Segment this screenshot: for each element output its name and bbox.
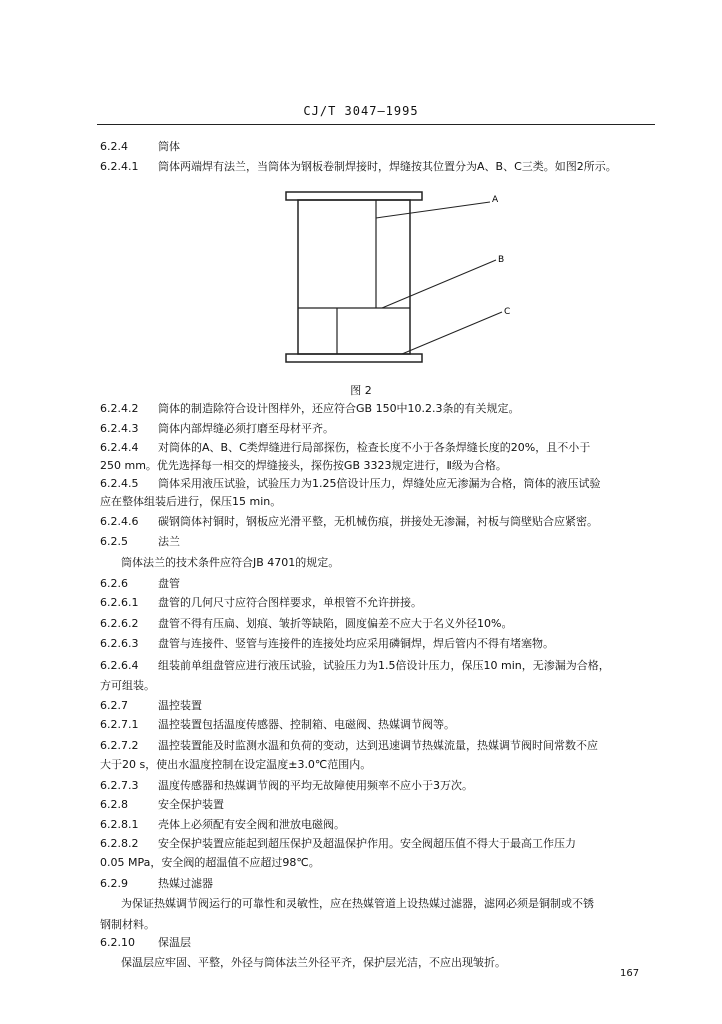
section-text: 碳钢筒体衬铜时，钢板应光滑平整，无机械伤痕，拼接处无渗漏，衬板与筒壁贴合应紧密。 bbox=[158, 515, 598, 528]
section-number: 6.2.6.2 bbox=[100, 617, 139, 630]
label-c: C bbox=[504, 307, 511, 317]
section-line bbox=[100, 577, 180, 591]
section-text: 筒体内部焊缝必须打磨至母材平齐。 bbox=[158, 422, 334, 435]
section-number: 6.2.6.3 bbox=[100, 637, 139, 650]
page-number: 167 bbox=[620, 968, 640, 979]
section-number: 6.2.4.5 bbox=[100, 477, 139, 490]
section-text: 热媒过滤器 bbox=[158, 877, 213, 890]
section-text: 对筒体的A、B、C类焊缝进行局部探伤，检查长度不小于各条焊缝长度的20%，且不小于 bbox=[158, 441, 591, 454]
shell-body bbox=[298, 200, 410, 354]
section-number: 6.2.4.6 bbox=[100, 515, 139, 528]
section-line bbox=[100, 877, 213, 891]
section-line bbox=[100, 402, 520, 416]
section-line bbox=[100, 477, 601, 491]
section-text: 保温层 bbox=[158, 936, 191, 949]
section-line bbox=[100, 918, 155, 932]
leader-b bbox=[382, 260, 496, 308]
section-text: 温度传感器和热媒调节阀的平均无故障使用频率不应小于3万次。 bbox=[158, 779, 473, 792]
section-number: 6.2.9 bbox=[100, 877, 128, 890]
section-text: 筒体两端焊有法兰，当筒体为钢板卷制焊接时，焊缝按其位置分为A、B、C三类。如图2所示。 bbox=[158, 160, 617, 173]
section-text: 温控装置包括温度传感器、控制箱、电磁阀、热媒调节阀等。 bbox=[158, 718, 455, 731]
section-line bbox=[100, 699, 202, 713]
section-text: 筒体采用液压试验，试验压力为1.25倍设计压力，焊缝处应无渗漏为合格，筒体的液压试验 bbox=[158, 477, 601, 490]
weld-seam-diagram bbox=[282, 188, 522, 388]
section-text: 盘管不得有压扁、划痕、皱折等缺陷，圆度偏差不应大于名义外径10%。 bbox=[158, 617, 513, 630]
section-line bbox=[121, 956, 506, 970]
section-text: 应在整体组装后进行，保压15 min。 bbox=[100, 495, 282, 508]
section-line bbox=[100, 936, 191, 950]
section-text: 钢制材料。 bbox=[100, 918, 155, 931]
section-line bbox=[100, 637, 554, 651]
header-rule bbox=[97, 124, 655, 125]
section-number: 6.2.4.1 bbox=[100, 160, 139, 173]
section-number: 6.2.8.1 bbox=[100, 818, 139, 831]
section-text: 法兰 bbox=[158, 535, 180, 548]
section-number: 6.2.6.4 bbox=[100, 659, 139, 672]
section-number: 6.2.7.2 bbox=[100, 739, 139, 752]
section-number: 6.2.5 bbox=[100, 535, 128, 548]
section-line bbox=[100, 140, 180, 154]
section-line bbox=[121, 556, 339, 570]
section-line bbox=[100, 856, 320, 870]
section-number: 6.2.4.2 bbox=[100, 402, 139, 415]
section-number: 6.2.4 bbox=[100, 140, 128, 153]
section-line bbox=[100, 779, 473, 793]
section-text: 安全保护装置 bbox=[158, 798, 224, 811]
section-number: 6.2.6 bbox=[100, 577, 128, 590]
section-line bbox=[100, 160, 617, 174]
section-text: 大于20 s，使出水温度控制在设定温度±3.0℃范围内。 bbox=[100, 758, 372, 771]
section-number: 6.2.8 bbox=[100, 798, 128, 811]
section-text: 方可组装。 bbox=[100, 679, 155, 692]
section-line bbox=[100, 679, 155, 693]
section-number: 6.2.4.4 bbox=[100, 441, 139, 454]
section-text: 筒体法兰的技术条件应符合JB 4701的规定。 bbox=[121, 556, 340, 569]
section-text: 为保证热媒调节阀运行的可靠性和灵敏性，应在热媒管道上设热媒过滤器，滤网必须是铜制或不锈 bbox=[121, 897, 594, 910]
section-text: 0.05 MPa，安全阀的超温值不应超过98℃。 bbox=[100, 856, 320, 869]
section-number: 6.2.10 bbox=[100, 936, 135, 949]
section-number: 6.2.7 bbox=[100, 699, 128, 712]
leader-a bbox=[376, 202, 490, 218]
section-text: 温控装置能及时监测水温和负荷的变动，达到迅速调节热媒流量，热媒调节阀时间常数不应 bbox=[158, 739, 598, 752]
section-line bbox=[100, 535, 180, 549]
section-text: 组装前单组盘管应进行液压试验，试验压力为1.5倍设计压力，保压10 min，无渗漏为合格， bbox=[158, 659, 610, 672]
section-text: 壳体上必须配有安全阀和泄放电磁阀。 bbox=[158, 818, 345, 831]
section-line bbox=[100, 422, 334, 436]
section-line bbox=[100, 495, 281, 509]
section-text: 盘管与连接件、竖管与连接件的连接处均应采用磷铜焊，焊后管内不得有堵塞物。 bbox=[158, 637, 554, 650]
section-line bbox=[100, 758, 371, 772]
top-flange bbox=[286, 192, 422, 200]
section-line bbox=[100, 659, 610, 673]
leader-c bbox=[402, 312, 502, 354]
section-text: 保温层应牢固、平整，外径与筒体法兰外径平齐，保护层光洁，不应出现皱折。 bbox=[121, 956, 506, 969]
section-text: 盘管的几何尺寸应符合图样要求，单根管不允许拼接。 bbox=[158, 596, 422, 609]
section-number: 6.2.7.3 bbox=[100, 779, 139, 792]
section-line bbox=[100, 739, 598, 753]
section-line bbox=[100, 718, 455, 732]
section-text: 盘管 bbox=[158, 577, 180, 590]
section-line bbox=[100, 596, 422, 610]
section-number: 6.2.7.1 bbox=[100, 718, 139, 731]
section-line bbox=[121, 897, 594, 911]
label-b: B bbox=[498, 255, 505, 265]
figure-caption: 图 2 bbox=[350, 384, 372, 397]
section-line bbox=[100, 441, 590, 455]
section-text: 安全保护装置应能起到超压保护及超温保护作用。安全阀超压值不得大于最高工作压力 bbox=[158, 837, 576, 850]
section-line bbox=[100, 515, 598, 529]
bottom-flange bbox=[286, 354, 422, 362]
section-number: 6.2.6.1 bbox=[100, 596, 139, 609]
section-number: 6.2.8.2 bbox=[100, 837, 139, 850]
section-line bbox=[100, 459, 507, 473]
section-text: 温控装置 bbox=[158, 699, 202, 712]
section-text: 250 mm。优先选择每一相交的焊缝接头，探伤按GB 3323规定进行，Ⅱ级为合格。 bbox=[100, 459, 507, 472]
section-text: 筒体 bbox=[158, 140, 180, 153]
section-line bbox=[100, 617, 512, 631]
section-number: 6.2.4.3 bbox=[100, 422, 139, 435]
section-line bbox=[100, 837, 576, 851]
section-text: 筒体的制造除符合设计图样外，还应符合GB 150中10.2.3条的有关规定。 bbox=[158, 402, 520, 415]
section-line bbox=[100, 818, 345, 832]
label-a: A bbox=[492, 195, 499, 205]
standard-code-header: CJ/T 3047—1995 bbox=[303, 104, 419, 118]
section-line bbox=[100, 798, 224, 812]
